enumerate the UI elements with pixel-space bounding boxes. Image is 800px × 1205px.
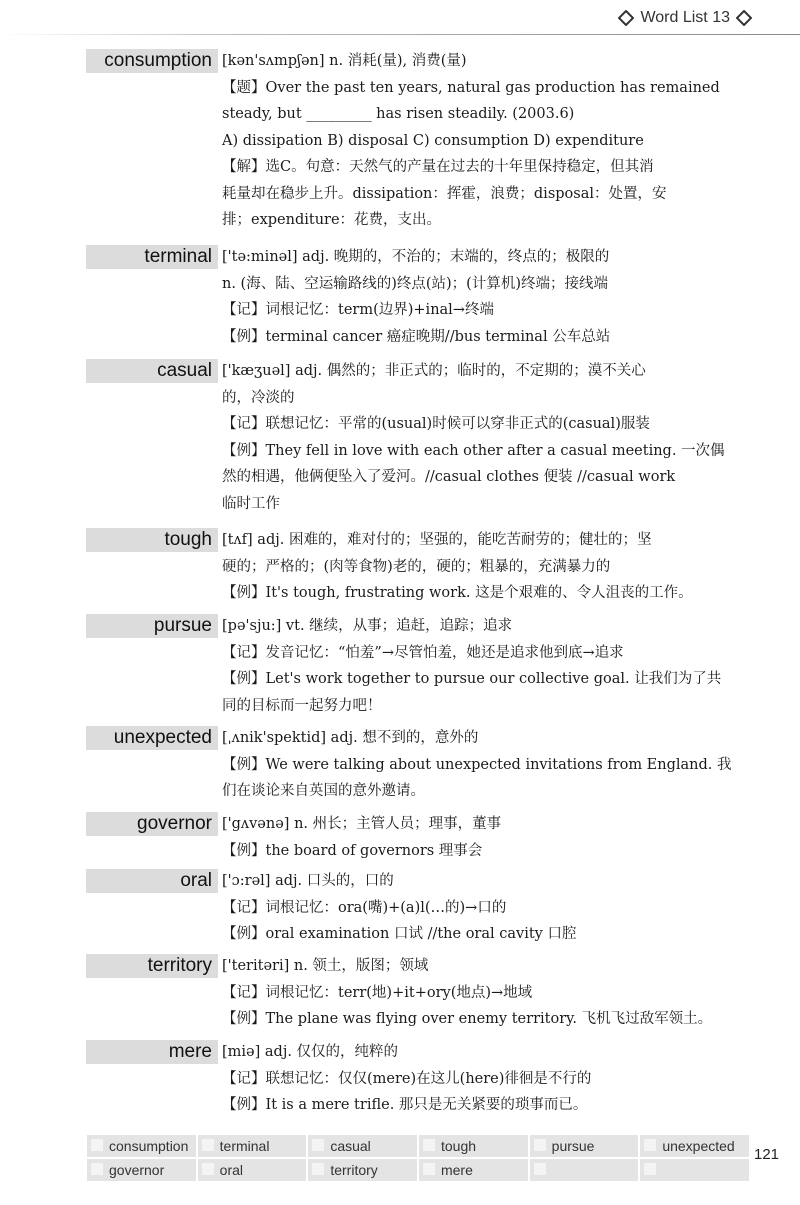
detail-line: 同的目标而一起努力吧！ — [222, 697, 382, 714]
detail-line: 【记】发音记忆：“怕羞”→尽管怕羞，她还是追求他到底→追求 — [222, 644, 624, 661]
detail-line: 们在谈论来自英国的意外邀请。 — [222, 783, 425, 799]
index-cell: tough — [418, 1134, 529, 1158]
index-cell: consumption — [86, 1134, 197, 1158]
definition-line: ['ɔ:rəl] adj. 口头的，口的 — [222, 873, 394, 889]
detail-line: 【记】词根记忆：terr(地)+it+ory(地点)→地域 — [222, 984, 533, 1001]
detail-line: 耗量却在稳步上升。dissipation：挥霍，浪费；disposal：处置，安 — [222, 185, 667, 202]
definition-line: [kən'sʌmpʃən] n. 消耗(量), 消费(量) — [222, 53, 467, 69]
index-cell: territory — [307, 1158, 418, 1182]
headword: pursue — [86, 614, 218, 638]
index-cell: terminal — [197, 1134, 308, 1158]
definition-line: [miə] adj. 仅仅的，纯粹的 — [222, 1044, 399, 1060]
detail-line: steady, but _________ has risen steadily. (2003.6) — [222, 106, 575, 122]
detail-line: 【记】词根记忆：term(边界)+inal→终端 — [222, 302, 494, 318]
index-cell: mere — [418, 1158, 529, 1182]
definition-line: ['teritəri] n. 领土，版图；领域 — [222, 958, 429, 974]
headword: territory — [86, 954, 218, 978]
definition-line: [ˌʌnik'spektid] adj. 想不到的，意外的 — [222, 730, 479, 746]
word-index-table — [86, 1134, 750, 1182]
headword: tough — [86, 528, 218, 552]
headword: consumption — [86, 49, 218, 73]
detail-line: 【记】词根记忆：ora(嘴)+(a)l(…的)→口的 — [222, 899, 507, 916]
index-cell: governor — [86, 1158, 197, 1182]
page-number: 121 — [754, 1146, 780, 1163]
detail-line: 【记】联想记忆：仅仅(mere)在这儿(here)徘徊是不行的 — [222, 1070, 592, 1087]
index-cell — [639, 1158, 750, 1182]
word-list-title: Word List 13 — [640, 9, 730, 26]
detail-line: n. (海、陆、空运输路线的)终点(站)；(计算机)终端；接线端 — [222, 275, 608, 292]
detail-line: 临时工作 — [222, 495, 280, 512]
detail-line: 【例】Let's work together to pursue our collective goal. 让我们为了共 — [222, 671, 722, 687]
detail-line: 【解】选C。句意：天然气的产量在过去的十年里保持稳定，但其消 — [222, 159, 654, 175]
detail-line: 【例】the board of governors 理事会 — [222, 842, 483, 859]
detail-line: 硬的；严格的；(肉等食物)老的，硬的；粗暴的，充满暴力的 — [222, 558, 611, 575]
detail-line: 【例】It's tough, frustrating work. 这是个艰难的、令人沮丧的工作。 — [222, 585, 693, 601]
definition-line: [tʌf] adj. 困难的，难对付的；坚强的，能吃苦耐劳的；健壮的；坚 — [222, 532, 652, 548]
headword: terminal — [86, 245, 218, 269]
detail-line: 【题】Over the past ten years, natural gas production has remained — [222, 79, 720, 96]
page-header — [0, 0, 800, 36]
detail-line: 【例】oral examination 口试 //the oral cavity 口腔 — [222, 926, 577, 942]
detail-line: 的，冷淡的 — [222, 389, 295, 406]
index-cell: unexpected — [639, 1134, 750, 1158]
index-cell — [529, 1158, 640, 1182]
detail-line: 排；expenditure：花费，支出。 — [222, 212, 442, 228]
headword: unexpected — [86, 726, 218, 750]
definition-line: ['tə:minəl] adj. 晚期的，不治的；末端的，终点的；极限的 — [222, 249, 610, 265]
diamond-icon — [736, 10, 752, 26]
definition-line: ['gʌvənə] n. 州长；主管人员；理事，董事 — [222, 816, 502, 832]
detail-line: 然的相遇，他俩便坠入了爱河。//casual clothes 便装 //casual work — [222, 469, 676, 485]
headword: mere — [86, 1040, 218, 1064]
detail-line: 【例】terminal cancer 癌症晚期//bus terminal 公车总站 — [222, 328, 611, 345]
detail-line: 【例】It is a mere trifle. 那只是无关紧要的琐事而已。 — [222, 1097, 588, 1113]
headword: casual — [86, 359, 218, 383]
detail-line: 【记】联想记忆：平常的(usual)时候可以穿非正式的(casual)服装 — [222, 416, 650, 432]
definition-line: [pə'sju:] vt. 继续，从事；追赶，追踪；追求 — [222, 618, 513, 634]
diamond-icon — [618, 10, 634, 26]
detail-line: A) dissipation B) disposal C) consumption D) expenditure — [222, 132, 644, 149]
detail-line: 【例】The plane was flying over enemy territory. 飞机飞过敌军领土。 — [222, 1011, 713, 1027]
definition-line: ['kæʒuəl] adj. 偶然的；非正式的；临时的，不定期的；漠不关心 — [222, 363, 646, 379]
headword: oral — [86, 869, 218, 893]
detail-line: 【例】We were talking about unexpected invitations from England. 我 — [222, 756, 732, 773]
detail-line: 【例】They fell in love with each other after a casual meeting. 一次偶 — [222, 442, 725, 459]
index-cell: pursue — [529, 1134, 640, 1158]
index-cell: oral — [197, 1158, 308, 1182]
header-rule — [0, 34, 800, 35]
headword: governor — [86, 812, 218, 836]
index-cell: casual — [307, 1134, 418, 1158]
